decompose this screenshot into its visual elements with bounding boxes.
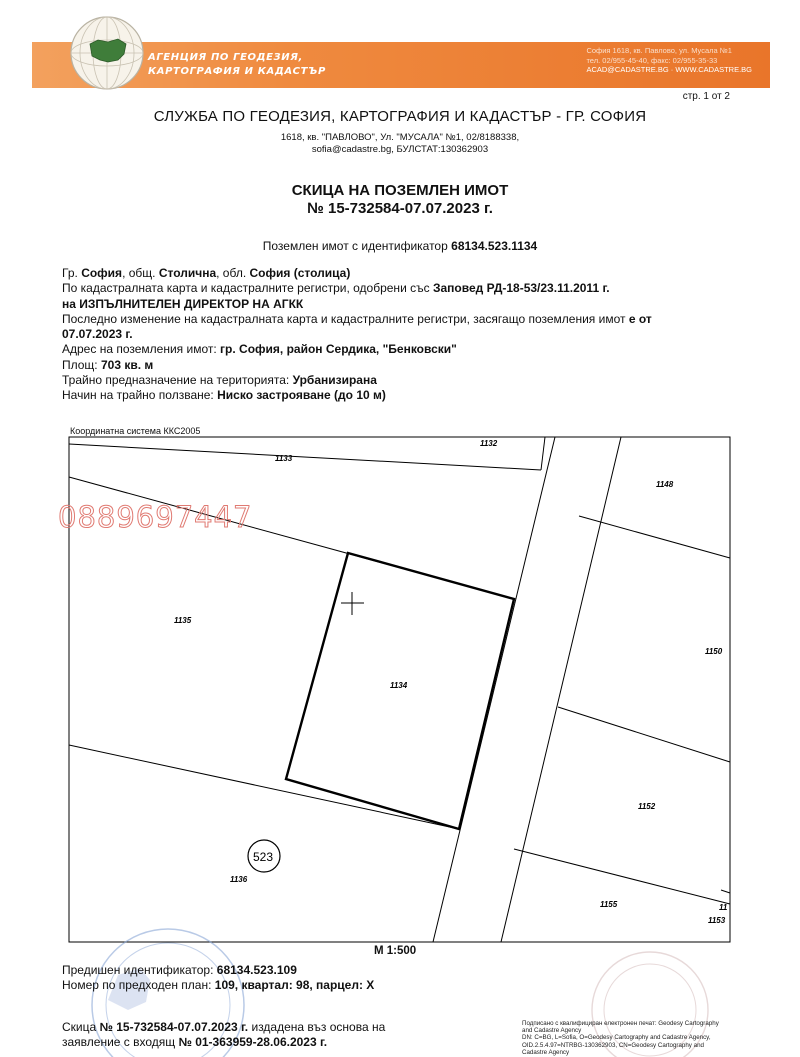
office-address-line1: 1618, кв. "ПАВЛОВО", Ул. "МУСАЛА" №1, 02/8188338, bbox=[280, 132, 520, 143]
parcel-label-1132: 1132 bbox=[480, 439, 498, 448]
issued-statement bbox=[62, 1020, 385, 1050]
coordinate-system: Координатна система ККС2005 bbox=[70, 426, 201, 436]
identifier-label: Поземлен имот с идентификатор bbox=[262, 239, 448, 253]
purpose-value: Урбанизирана bbox=[292, 373, 377, 388]
municipality-value: Столична bbox=[158, 266, 217, 280]
request-prefix: заявление с входящ bbox=[62, 1035, 176, 1049]
contact-line2: тел. 02/955-45-40, факс: 02/955-35-33 bbox=[586, 55, 718, 65]
area-value: 703 кв. м bbox=[101, 357, 154, 372]
request-line bbox=[62, 1035, 385, 1050]
parcel-label-1133: 1133 bbox=[275, 454, 293, 463]
area-label: Площ: bbox=[62, 357, 98, 372]
parcel-label-1153: 1153 bbox=[708, 916, 726, 925]
document-title-line1: СКИЦА НА ПОЗЕМЛЕН ИМОТ bbox=[291, 182, 509, 199]
previous-identifiers bbox=[62, 963, 374, 993]
parcel-label-1134: 1134 bbox=[390, 681, 408, 690]
prev-plan-line bbox=[62, 978, 374, 993]
last-change-prefix: е от bbox=[628, 311, 652, 326]
agency-name-line1: АГЕНЦИЯ ПО ГЕОДЕЗИЯ, bbox=[148, 52, 303, 63]
electronic-signature bbox=[522, 1020, 772, 1056]
issued-suffix: издадена въз основа на bbox=[251, 1020, 386, 1034]
contact-line3: ACAD@CADASTRE.BG · WWW.CADASTRE.BG bbox=[586, 65, 752, 74]
parcel-label-1152: 1152 bbox=[638, 802, 656, 811]
request-number: № 01-363959-28.06.2023 г. bbox=[178, 1035, 328, 1049]
region-value: София (столица) bbox=[249, 266, 351, 280]
parcel-label-11: 11 bbox=[719, 903, 728, 912]
signature-line1: Подписано с квалифициран електронен печат: Geodesy Cartography bbox=[522, 1020, 719, 1027]
map-approval-authority-value: на ИЗПЪЛНИТЕЛЕН ДИРЕКТОР НА АГКК bbox=[62, 296, 304, 311]
last-change-label: Последно изменение на кадастралната карта и кадастралните регистри, засягащо поземления имот bbox=[62, 311, 626, 326]
prev-id-line bbox=[62, 963, 374, 978]
address-value: гр. София, район Сердика, "Бенковски" bbox=[220, 342, 457, 357]
parcel-label-1150: 1150 bbox=[705, 647, 723, 656]
document-title-line2: № 15-732584-07.07.2023 г. bbox=[307, 200, 493, 217]
prev-plan-label: Номер по предходен план: bbox=[62, 978, 212, 992]
last-change-date: 07.07.2023 г. bbox=[62, 327, 133, 342]
contact-line1: София 1618, кв. Павлово, ул. Мусала №1 bbox=[586, 46, 732, 55]
page-number: стр. 1 от 2 bbox=[682, 91, 730, 102]
purpose-label: Трайно предназначение на територията: bbox=[62, 373, 290, 388]
map-approval-order: Заповед РД-18-53/23.11.2011 г. bbox=[432, 281, 610, 296]
parcel-label-1148: 1148 bbox=[656, 480, 674, 489]
city-value: София bbox=[81, 266, 123, 280]
signature-line3: DN: C=BG, L=Sofia, O=Geodesy Cartography and Cadastre Agency, bbox=[522, 1034, 711, 1042]
region-label: , обл. bbox=[216, 266, 247, 280]
usage-label: Начин на трайно ползване: bbox=[62, 388, 214, 403]
prev-plan-value: 109, квартал: 98, парцел: X bbox=[214, 978, 375, 992]
office-address-line2: sofia@cadastre.bg, БУЛСТАТ:130362903 bbox=[311, 144, 489, 155]
signature-line4: OID.2.5.4.97=NTRBG-130362903, CN=Geodesy Cartography and bbox=[522, 1041, 704, 1049]
office-title: СЛУЖБА ПО ГЕОДЕЗИЯ, КАРТОГРАФИЯ И КАДАСТЪР - ГР. СОФИЯ bbox=[153, 108, 647, 125]
agency-name-line2: КАРТОГРАФИЯ И КАДАСТЪР bbox=[148, 66, 326, 77]
issued-prefix: Скица bbox=[62, 1020, 97, 1034]
municipality-label: , общ. bbox=[122, 266, 156, 280]
identifier-value: 68134.523.1134 bbox=[451, 239, 538, 253]
signature-line5: Cadastre Agency bbox=[522, 1048, 570, 1056]
issued-line bbox=[62, 1020, 385, 1035]
parcel-label-1135: 1135 bbox=[174, 616, 192, 625]
city-label: Гр. bbox=[62, 266, 78, 280]
parcel-label-1155: 1155 bbox=[600, 900, 618, 909]
issued-number: № 15-732584-07.07.2023 г. bbox=[99, 1020, 249, 1034]
parcel-label-1136: 1136 bbox=[230, 875, 248, 884]
usage-value: Ниско застрояване (до 10 м) bbox=[217, 388, 386, 403]
prev-id-label: Предишен идентификатор: bbox=[62, 963, 214, 977]
map-approval-label: По кадастралната карта и кадастралните регистри, одобрени със bbox=[62, 281, 430, 296]
phone-watermark: 0889697447 bbox=[58, 500, 253, 534]
address-label: Адрес на поземления имот: bbox=[62, 342, 217, 357]
signature-line2: and Cadastre Agency bbox=[522, 1027, 582, 1035]
prev-id-value: 68134.523.109 bbox=[216, 963, 297, 977]
block-number: 523 bbox=[253, 850, 274, 864]
map-scale: М 1:500 bbox=[374, 945, 417, 957]
